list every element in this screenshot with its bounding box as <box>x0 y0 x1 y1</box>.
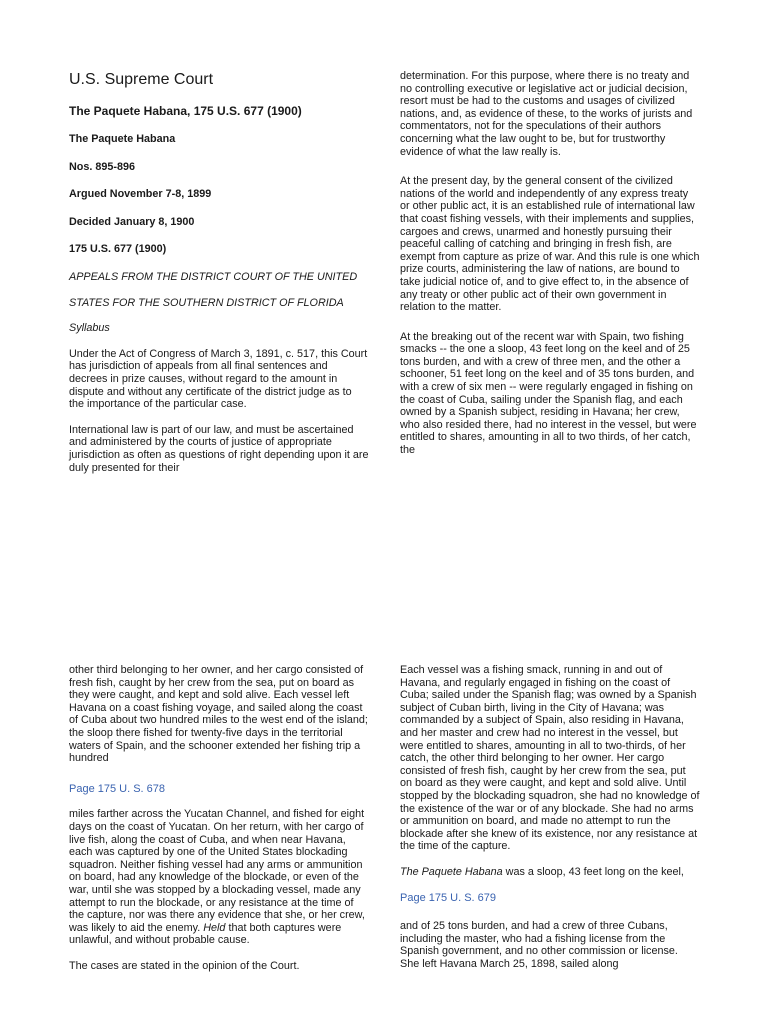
citation: 175 U.S. 677 (1900) <box>69 243 167 256</box>
page-reference-link[interactable]: Page 175 U. S. 678 <box>69 782 166 795</box>
paragraph: At the breaking out of the recent war with Spain, two fishing smacks -- the one a sloop, 43 feet long on the keel and of 25 tons burden, and with a crew of three men, and the other a schooner, 51 feet long on the keel and of 35 tons burden, and with a crew of six men -- were regularly engaged in fishing on the coast of Cuba, sailing under the Spanish flag, and each owned by a Spanish subject, residing in Havana; her crew, who also resided there, had no interest in the vessel, but were entitled to shares, amounting in all to two thirds, of her catch, the <box>400 330 697 457</box>
paragraph: International law is part of our law, and must be ascertained and administered by the courts of justice of appropriate jurisdiction as often as questions of right depending upon it are duly presented for their <box>69 423 369 474</box>
paragraph: At the present day, by the general consent of the civilized nations of the world and independently of any express treaty or other public act, it is an established rule of international law that coast fishing vessels, with their implements and supplies, cargoes and crews, unarmed and honestly pursuing their peaceful calling of catching and bringing in fresh fish, are exempt from capture as prize of war. And this rule is one which prize courts, administering the law of nations, are bound to take judicial notice of, and to give effect to, in the absence of any treaty or other public act of their own government in relation to the matter. <box>400 175 700 314</box>
text-run: was a sloop, 43 feet long on the keel, <box>502 865 684 878</box>
appeals-line-1: APPEALS FROM THE DISTRICT COURT OF THE UNITED <box>69 270 358 283</box>
paragraph: other third belonging to her owner, and her cargo consisted of fresh fish, caught by her crew from the sea, put on board as they were caught, and kept and sold alive. Each vessel left Havana on a coast fishing voyage, and sailed along the coast of Cuba about two hundred miles to the west end of the island; the sloop there fished for twenty-five days in the territorial waters of Spain, and the schooner extended her fishing trip a hundred <box>69 664 368 765</box>
column-top-right <box>400 70 700 470</box>
paragraph: and of 25 tons burden, and had a crew of three Cubans, including the master, who had a fishing license from the Spanish government, and no other commission or license. She left Havana March 25, 1898, sailed along <box>400 920 678 970</box>
paragraph <box>400 866 700 879</box>
column-bottom-left <box>69 664 369 985</box>
vessel-name-emphasis: The Paquete Habana <box>400 865 503 878</box>
column-top-left <box>69 70 369 487</box>
syllabus-label: Syllabus <box>69 322 110 335</box>
appeals-line-2: STATES FOR THE SOUTHERN DISTRICT OF FLORIDA <box>69 296 344 309</box>
docket-number: Nos. 895-896 <box>69 160 136 173</box>
case-title: The Paquete Habana, 175 U.S. 677 (1900) <box>69 104 302 118</box>
text-run: miles farther across the Yucatan Channel, and fished for eight days on the coast of Yucatan. On her return, with her cargo of live fish, along the coast of Cuba, and when near Havana, each was captured by one of the United States blockading squadron. Neither fishing vessel had any arms or ammunition on board, had any knowledge of the blockade, or even of the war, until she was stopped by a blockading vessel, made any attempt to run the blockade, or any resistance at the time of the capture, nor was there any evidence that she, or her crew, was likely to aid the enemy. <box>69 808 365 934</box>
paragraph: The cases are stated in the opinion of the Court. <box>69 959 300 972</box>
decided-date: Decided January 8, 1900 <box>69 215 195 228</box>
text-run: that both captures were unlawful, and without probable cause. <box>69 921 342 947</box>
page-reference-link[interactable]: Page 175 U. S. 679 <box>400 891 497 904</box>
paragraph <box>69 808 369 947</box>
column-bottom-right <box>400 664 700 983</box>
paragraph: Each vessel was a fishing smack, running in and out of Havana, and regularly engaged in fishing on the coast of Cuba; sailed under the Spanish flag; was owned by a Spanish subject of Cuban birth, living in the City of Havana; was commanded by a subject of Spain, also residing in Havana, and her master and crew had no interest in the vessel, but were entitled to shares, amounting in all to two-thirds, of her catch, the other third belonging to her owner. Her cargo consisted of fresh fish, caught by her crew from the sea, put on board as they were caught, and kept and sold alive. Until stopped by the blockading squadron, she had no knowledge of the existence of the war or of any blockade. She had no arms or ammunition on board, and made no attempt to run the blockade after she knew of its existence, nor any resistance at the time of the capture. <box>400 664 700 853</box>
court-heading: U.S. Supreme Court <box>69 71 214 88</box>
paragraph: Under the Act of Congress of March 3, 1891, c. 517, this Court has jurisdiction of appeals from all final sentences and decrees in prize causes, without regard to the amount in dispute and without any certificate of the district judge as to the importance of the particular case. <box>69 347 368 411</box>
held-emphasis: Held <box>203 921 226 934</box>
argued-date: Argued November 7-8, 1899 <box>69 188 212 201</box>
paragraph: determination. For this purpose, where there is no treaty and no controlling executive or legislative act or judicial decision, resort must be had to the customs and usages of civilized nations, and, as evidence of these, to the works of jurists and commentators, not for the speculations of their authors concerning what the law ought to be, but for trustworthy evidence of what the law really is. <box>400 70 693 158</box>
case-name: The Paquete Habana <box>69 133 176 145</box>
